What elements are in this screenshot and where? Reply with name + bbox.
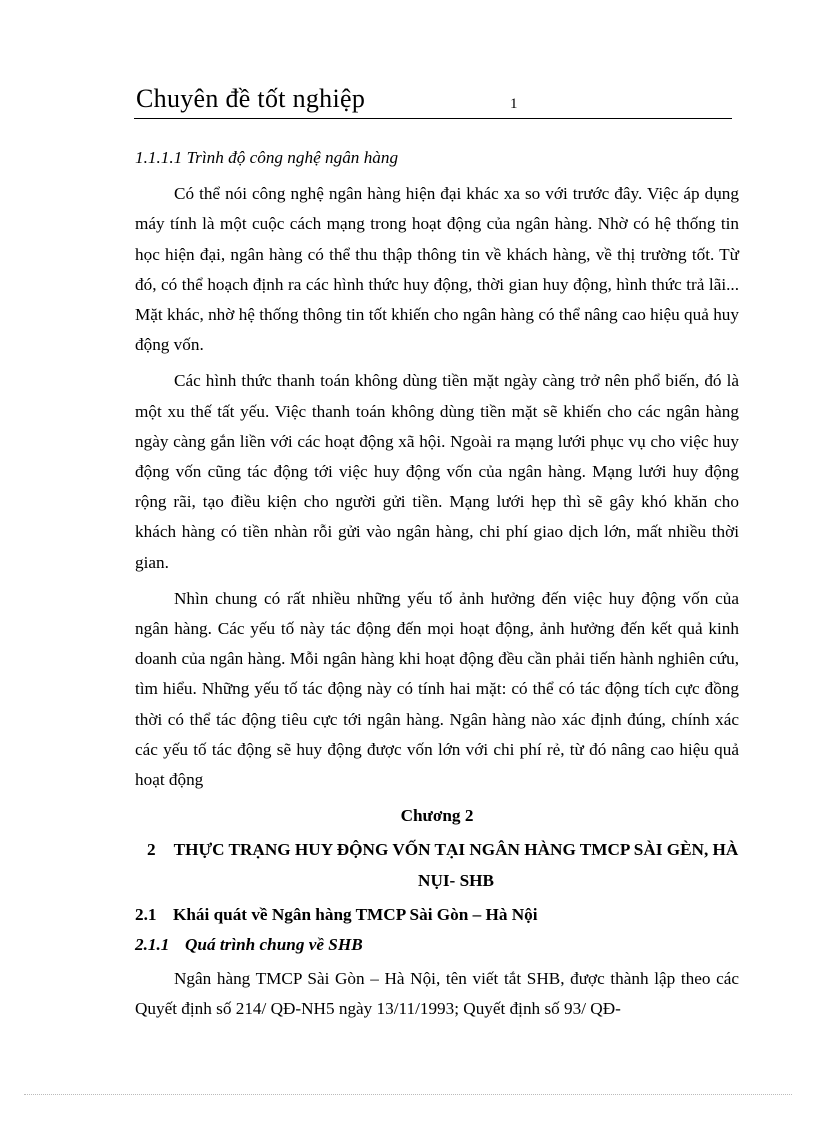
chapter-label: Chương 2	[400, 806, 474, 826]
paragraph-4: Ngân hàng TMCP Sài Gòn – Hà Nội, tên viết tắt SHB, được thành lập theo các Quyết định số 214/ QÐ-NH5 ngày 13/11/1993; Quyết định số 93/ QÐ-	[135, 969, 739, 1019]
page-bottom-divider	[24, 1094, 792, 1095]
section-number: 2.1	[135, 904, 157, 924]
paragraph-3: Nhìn chung có rất nhiều những yếu tố ảnh hưởng đến việc huy động vốn của ngân hàng. Các yếu tố này tác động đến mọi hoạt động, ảnh hưởng đến kết quả kinh doanh của ngân hàng. Mỗi ngân hàng khi hoạt động đều cần phải tiến hành nghiên cứu, tìm hiểu. Những yếu tố tác động này có tính hai mặt: có thể có tác động tích cực đồng thời có thể tác động tiêu cực tới ngân hàng. Ngân hàng nào xác định đúng, chính xác các yếu tố tác động sẽ huy động được vốn lớn với chi phí rẻ, từ đó nâng cao hiệu quả hoạt động	[135, 588, 739, 790]
chapter-title	[135, 835, 739, 895]
document-title: Chuyên đề tốt nghiệp	[136, 84, 366, 113]
page-number: 1	[510, 96, 518, 112]
document-body	[135, 143, 739, 1031]
paragraph-1: Có thể nói công nghệ ngân hàng hiện đại khác xa so với trước đây. Việc áp dụng máy tính là một cuộc cách mạng trong hoạt động của ngân hàng. Nhờ có hệ thống tin học hiện đại, ngân hàng có thể thu thập thông tin về khách hàng, về thị trường tốt. Từ đó, có thể hoạch định ra các hình thức huy động, thời gian huy động, hình thức trả lãi... Mặt khác, nhờ hệ thống thông tin tốt khiến cho ngân hàng có thể nâng cao hiệu quả huy động vốn.	[135, 184, 739, 355]
section-title: Khái quát về Ngân hàng TMCP Sài Gòn – Hà Nội	[173, 904, 538, 924]
subsection-title: Quá trình chung về SHB	[185, 935, 363, 955]
paragraph-2: Các hình thức thanh toán không dùng tiền mặt ngày càng trở nên phổ biến, đó là một xu thế tất yếu. Việc thanh toán không dùng tiền mặt sẽ khiến cho các ngân hàng ngày càng gắn liền với các hoạt động xã hội. Ngoài ra mạng lưới phục vụ cho việc huy động vốn cũng tác động tới việc huy động vốn của ngân hàng. Mạng lưới huy động rộng rãi, tạo điều kiện cho người gửi tiền. Mạng lưới hẹp thì sẽ gây khó khăn cho khách hàng có tiền nhàn rỗi gửi vào ngân hàng, chi phí giao dịch lớn, mất nhiều thời gian.	[135, 371, 739, 572]
chapter-number: 2	[147, 840, 156, 860]
section-heading	[135, 900, 739, 930]
chapter-title-text: THỰC TRẠNG HUY ĐỘNG VỐN TẠI NGÂN HÀNG TMCP SÀI GÈN, HÀ NỤI- SHB	[173, 840, 739, 890]
subsection-number: 2.1.1	[135, 935, 170, 955]
page-header	[134, 84, 732, 119]
subheading: 1.1.1.1 Trình độ công nghệ ngân hàng	[135, 148, 399, 167]
subsection-heading	[135, 930, 739, 960]
